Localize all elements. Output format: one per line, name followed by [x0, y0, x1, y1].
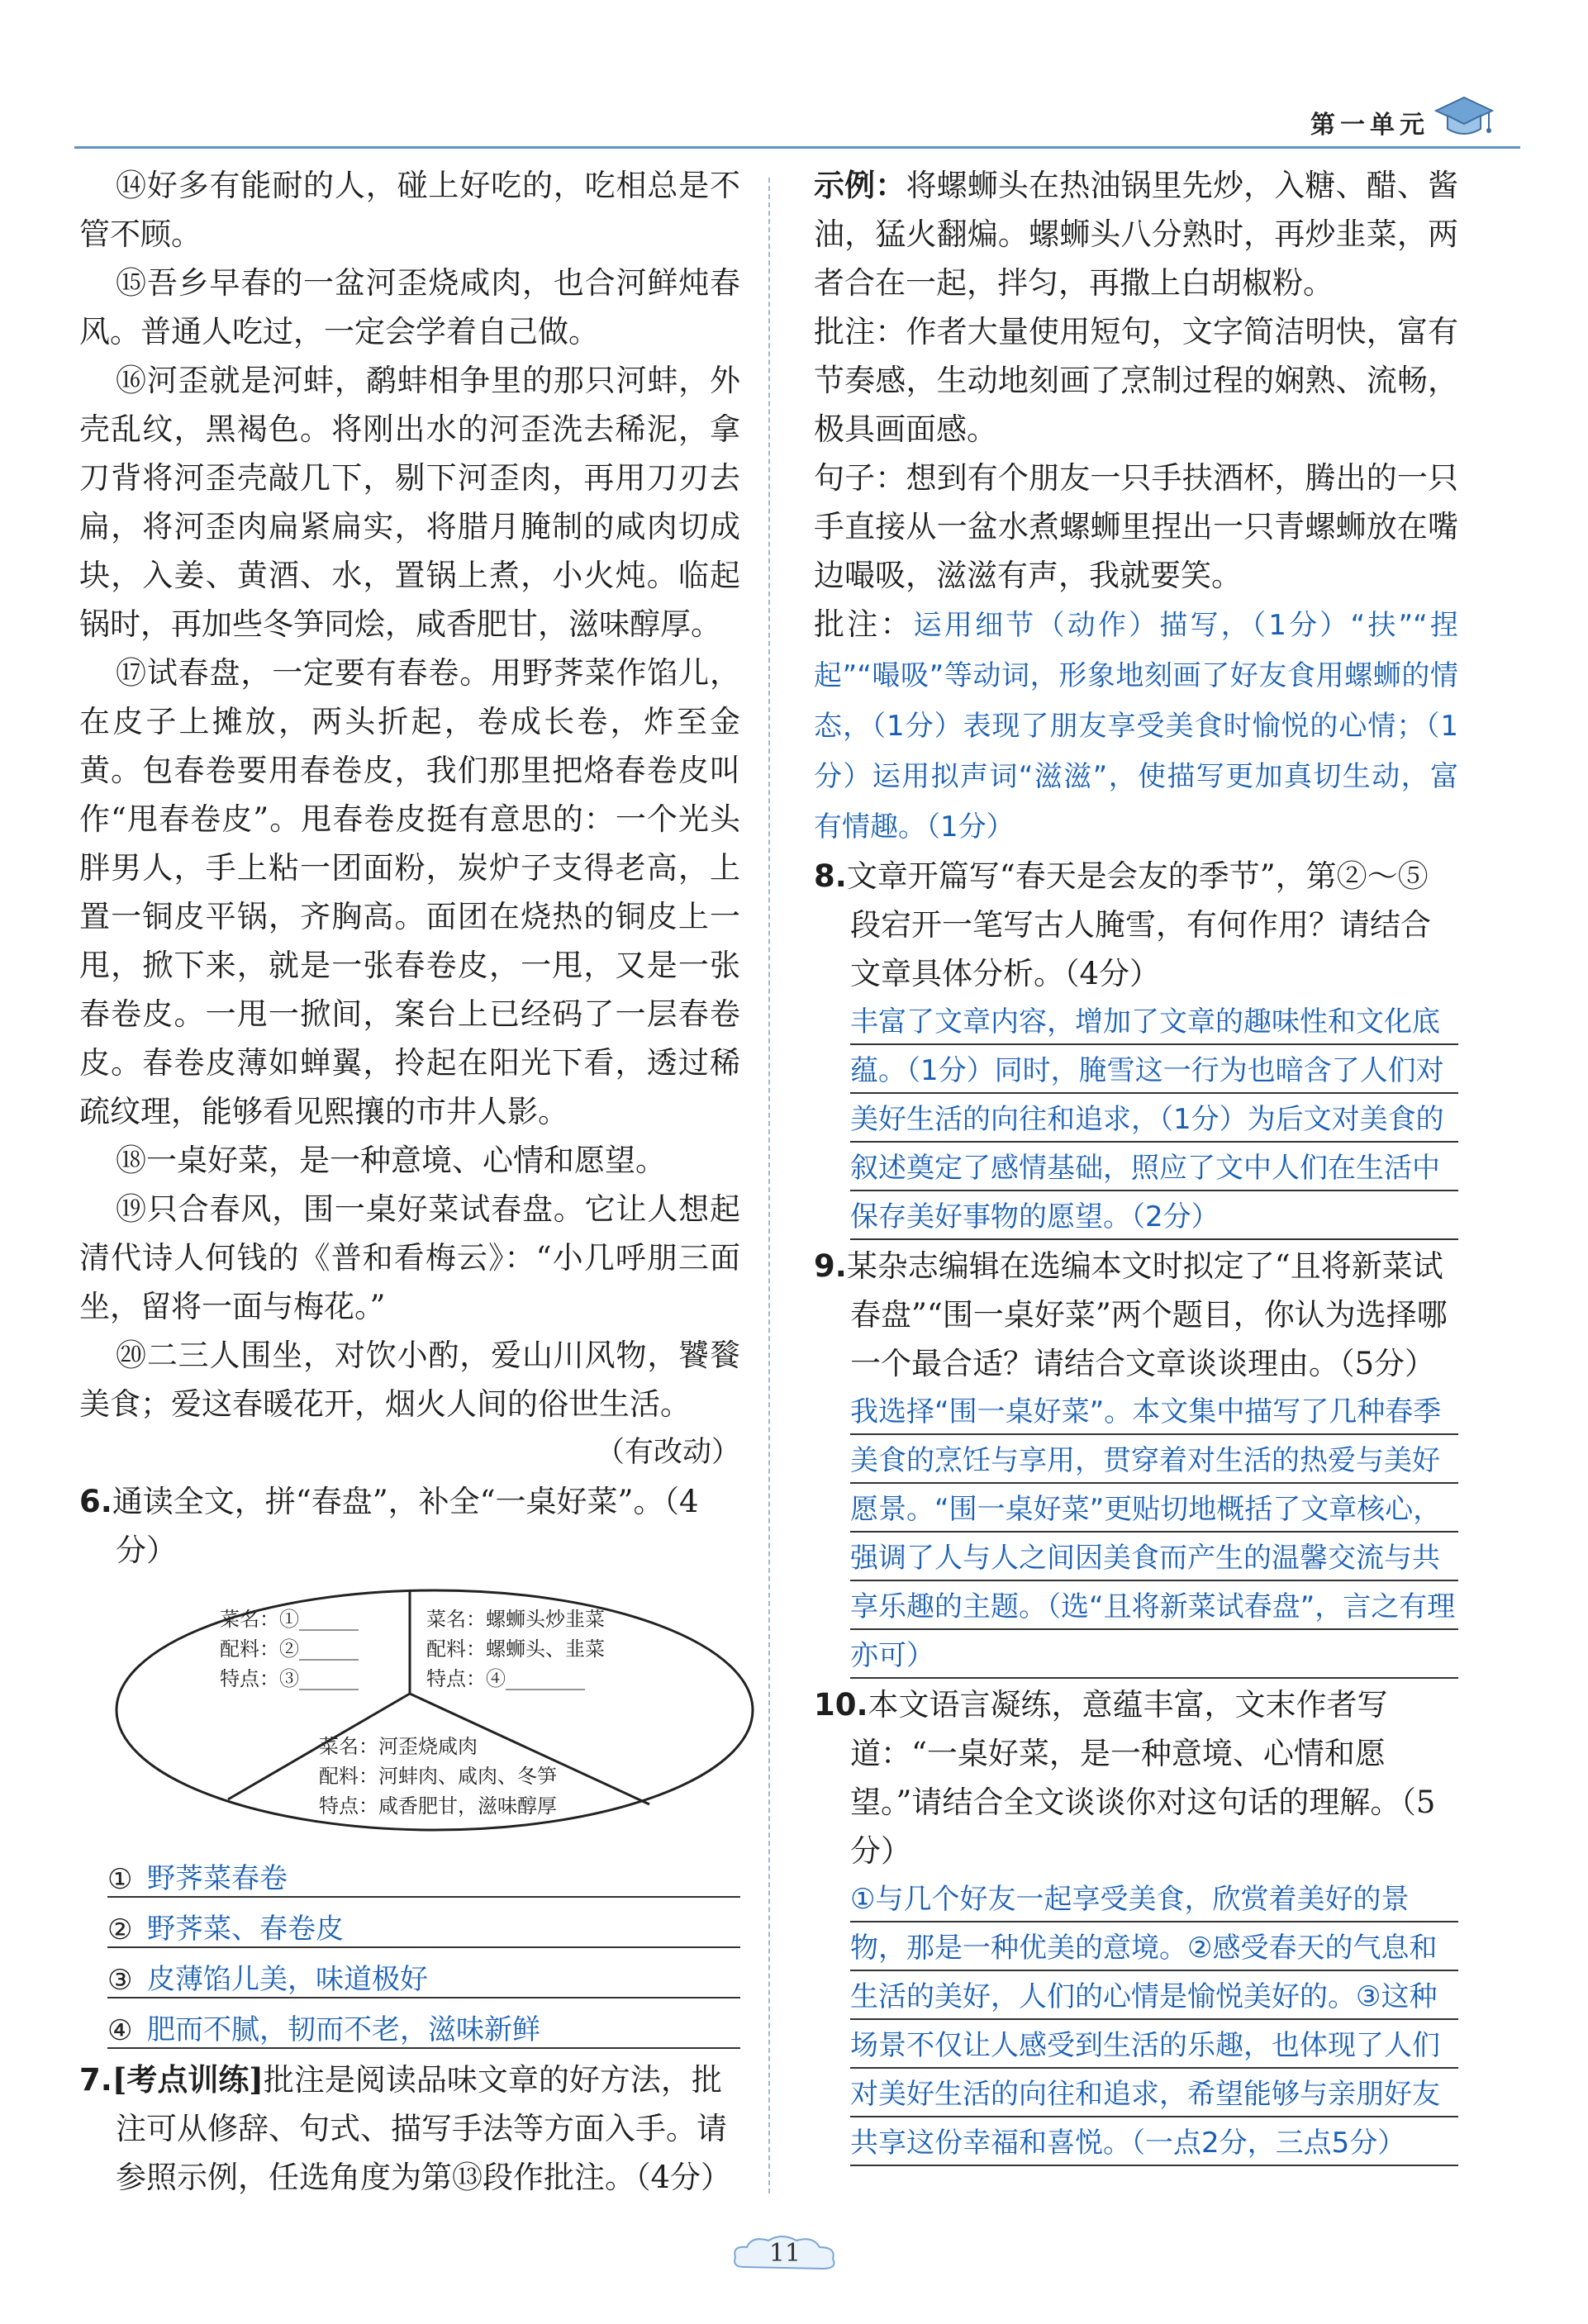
- example-label: 示例：: [814, 167, 906, 203]
- question-text: 某杂志编辑在选编本文时拟定了“且将新菜试春盘”“围一桌好菜”两个题目，你认为选择哪一个最合适？请结合文章谈谈理由。（5分）: [846, 1248, 1448, 1381]
- answer-number: ④: [107, 2014, 133, 2047]
- q7-answer-block: [814, 600, 1458, 852]
- paragraph-20: ⑳二三人围坐，对饮小酌，爱山川风物，饕餮美食；爱这春暖花开，烟火人间的俗世生活。: [79, 1338, 740, 1422]
- question-text: 文章开篇写“春天是会友的季节”，第②～⑤段宕开一笔写古人腌雪，有何作用？请结合文章具体分析。（4分）: [846, 858, 1431, 991]
- paragraph-15: ⑮吾乡早春的一盆河歪烧咸肉，也合河鲜炖春风。普通人吃过，一定会学着自己做。: [79, 265, 740, 349]
- q8-answer: 丰富了文章内容，增加了文章的趣味性和文化底蕴。（1分）同时，腌雪这一行为也暗含了人们对美好生活的向往和追求，（1分）为后文对美食的叙述奠定了感情基础，照应了文中人们在生活中保存美好事物的愿望。（2分）: [850, 998, 1458, 1242]
- page-number-text: 11: [768, 2239, 801, 2268]
- column-divider: [768, 178, 770, 2193]
- sector-line: 特点：④________: [426, 1667, 585, 1690]
- left-sector: [220, 1604, 359, 1694]
- answer-text: 皮薄馅儿美，味道极好: [147, 1963, 428, 1996]
- q7-answer: 运用细节（动作）描写，（1分）“扶”“捏起”“嘬吸”等动词，形象地刻画了好友食用螺蛳的情态，（1分）表现了朋友享受美食时愉悦的心情；（1分）运用拟声词“滋滋”，使描写更加真切生动，富有情趣。（1分）: [814, 609, 1459, 844]
- question-number: 10.: [814, 1687, 868, 1723]
- bottom-sector: [319, 1732, 557, 1821]
- sector-line: 配料：螺蛳头、韭菜: [426, 1637, 605, 1661]
- question-8: [814, 852, 1458, 998]
- answer-text: 野荠菜春卷: [147, 1862, 288, 1895]
- paragraph-14: ⑭好多有能耐的人，碰上好吃的，吃相总是不管不顾。: [79, 168, 740, 252]
- example-text: 将螺蛳头在热油锅里先炒，入糖、醋、酱油，猛火翻煸。螺蛳头八分熟时，再炒韭菜，两者合在一起，拌匀，再撒上白胡椒粉。: [814, 168, 1459, 301]
- sector-line: 菜名：螺蛳头炒韭菜: [426, 1608, 605, 1631]
- chosen-sentence: 句子：想到有个朋友一只手扶酒杯，腾出的一只手直接从一盆水煮螺蛳里捏出一只青螺蛳放在嘴边嘬吸，滋滋有声，我就要笑。: [814, 460, 1458, 593]
- answer-text: 野荠菜、春卷皮: [147, 1913, 344, 1946]
- source-note: （有改动）: [595, 1436, 740, 1469]
- answer-line: [107, 1948, 740, 1998]
- question-7: [79, 2055, 740, 2202]
- question-6: [79, 1477, 740, 1575]
- right-column: [814, 161, 1458, 2168]
- unit-title: 第一单元: [1310, 111, 1429, 140]
- question-10: [814, 1680, 1458, 1875]
- sector-line: 菜名：河歪烧咸肉: [319, 1735, 478, 1758]
- paragraph-19: ⑲只合春风，围一桌好菜试春盘。它让人想起清代诗人何钱的《普和看梅云》：“小几呼朋三面坐，留将一面与梅花。”: [79, 1191, 740, 1324]
- graduation-cap-icon: [1429, 86, 1495, 144]
- header-rule: [74, 146, 1520, 149]
- sector-line: 配料：河蚌肉、咸肉、冬笋: [319, 1765, 557, 1788]
- question-number: 6.: [79, 1484, 112, 1519]
- page-header: [74, 91, 1520, 149]
- question-tag: [考点训练]: [112, 2061, 264, 2098]
- example-block: [814, 161, 1458, 307]
- q9-answer: 我选择“围一桌好菜”。本文集中描写了几种春季美食的烹饪与享用，贯穿着对生活的热爱与美好愿景。“围一桌好菜”更贴切地概括了文章核心，强调了人与人之间因美食而产生的温馨交流与共享乐趣的主题。（选“且将新菜试春盘”，言之有理亦可）: [850, 1388, 1458, 1680]
- answer-number: ②: [107, 1913, 133, 1946]
- answer-number: ①: [107, 1863, 133, 1896]
- answer-line: [107, 1847, 740, 1898]
- spring-plate-diagram: [112, 1586, 757, 1834]
- answer-number: ③: [107, 1964, 133, 1997]
- sector-line: 特点：③______: [220, 1667, 359, 1690]
- question-text: 通读全文，拼“春盘”，补全“一桌好菜”。（4分）: [112, 1484, 699, 1568]
- sector-line: 菜名：①______: [220, 1608, 359, 1631]
- question-number: 7.: [79, 2062, 112, 2098]
- question-number: 9.: [814, 1248, 847, 1284]
- sector-line: 配料：②______: [220, 1637, 359, 1661]
- answer-line: [107, 1898, 740, 1948]
- answer-text: 肥而不腻，韧而不老，滋味新鲜: [147, 2013, 540, 2046]
- paragraph-18: ⑱一桌好菜，是一种意境、心情和愿望。: [116, 1143, 666, 1178]
- page-number: [727, 2231, 843, 2277]
- q10-answer: ①与几个好友一起享受美食，欣赏着美好的景物，那是一种优美的意境。②感受春天的气息和生活的美好，人们的心情是愉悦美好的。③这种场景不仅让人感受到生活的乐趣，也体现了人们对美好生活的向往和追求，希望能够与亲朋好友共享这份幸福和喜悦。（一点2分，三点5分）: [850, 1875, 1458, 2168]
- sector-line: 特点：咸香肥甘，滋味醇厚: [319, 1794, 557, 1818]
- left-column: [79, 161, 740, 2202]
- question-number: 8.: [814, 858, 847, 894]
- answer-line: [107, 1998, 740, 2049]
- question-text: 批注是阅读品味文章的好方法，批注可从修辞、句式、描写手法等方面入手。请参照示例，任选角度为第⑬段作批注。（4分）: [116, 2062, 732, 2195]
- paragraph-17: ⑰试春盘，一定要有春卷。用野荠菜作馅儿，在皮子上摊放，两头折起，卷成长卷，炸至金黄。包春卷要用春卷皮，我们那里把烙春卷皮叫作“甩春卷皮”。甩春卷皮挺有意思的：一个光头胖男人，手上粘一团面粉，炭炉子支得老高，上置一铜皮平锅，齐胸高。面团在烧热的铜皮上一甩，掀下来，就是一张春卷皮，一甩，又是一张春卷皮。一甩一掀间，案台上已经码了一层春卷皮。春卷皮薄如蝉翼，拎起在阳光下看，透过稀疏纹理，能够看见熙攘的市井人影。: [79, 655, 740, 1129]
- annotation-label: 批注：: [814, 606, 914, 642]
- question-9: [814, 1242, 1458, 1388]
- paragraph-16: ⑯河歪就是河蚌，鹬蚌相争里的那只河蚌，外壳乱纹，黑褐色。将刚出水的河歪洗去稀泥，拿刀背将河歪壳敲几下，剔下河歪肉，再用刀刃去扁，将河歪肉扁紧扁实，将腊月腌制的咸肉切成块，入姜、黄酒、水，置锅上煮，小火炖。临起锅时，再加些冬笋同烩，咸香肥甘，滋味醇厚。: [79, 363, 740, 642]
- question-text: 本文语言凝练，意蕴丰富，文末作者写道：“一桌好菜，是一种意境、心情和愿望。”请结合全文谈谈你对这句话的理解。（5分）: [850, 1687, 1436, 1869]
- right-sector: [426, 1604, 605, 1694]
- example-annotation: 批注：作者大量使用短句，文字简洁明快，富有节奏感，生动地刻画了烹制过程的娴熟、流畅，极具画面感。: [814, 314, 1458, 447]
